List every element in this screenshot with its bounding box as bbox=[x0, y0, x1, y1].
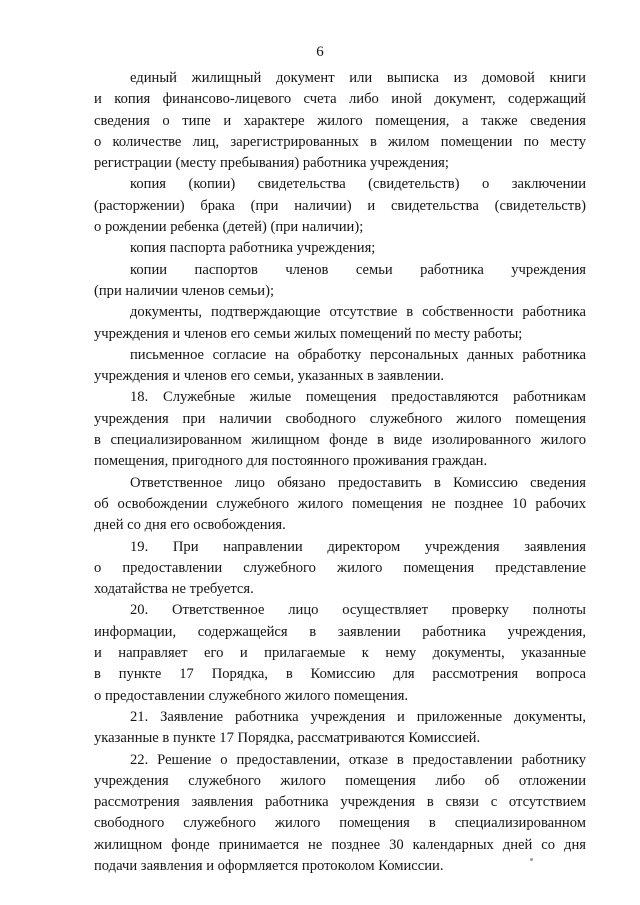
text-line: о количестве лиц, зарегистрированных в жилом помещении по месту bbox=[94, 133, 586, 150]
text-line: в специализированном жилищном фонде в виде изолированного жилого bbox=[94, 432, 586, 449]
text-line: копии паспортов членов семьи работника учреждения bbox=[130, 261, 586, 278]
text-line: (расторжении) брака (при наличии) и свидетельства (свидетельств) bbox=[94, 197, 586, 214]
text-line: единый жилищный документ или выписка из домовой книги bbox=[130, 70, 586, 86]
text-line: помещения, пригодного для постоянного проживания граждан. bbox=[94, 453, 488, 470]
text-line: о предоставлении служебного жилого помещения. bbox=[94, 687, 409, 704]
text-line: учреждения служебного жилого помещения либо об отложении bbox=[94, 772, 586, 789]
text-line: рассмотрения заявления работника учреждения в связи с отсутствием bbox=[94, 794, 586, 811]
paragraph-no-property-documents bbox=[94, 302, 586, 345]
text-line: 22. Решение о предоставлении, отказе в предоставлении работнику bbox=[130, 751, 586, 768]
text-line: копия (копии) свидетельства (свидетельств) о заключении bbox=[130, 176, 586, 193]
document-body bbox=[94, 68, 586, 877]
text-line: указанные в пункте 17 Порядка, рассматриваются Комиссией. bbox=[94, 730, 481, 747]
paragraph-marriage-certificates bbox=[94, 174, 586, 238]
text-line: Ответственное лицо обязано предоставить в Комиссию сведения bbox=[130, 474, 586, 491]
text-line: 18. Служебные жилые помещения предоставляются работникам bbox=[130, 389, 586, 406]
paragraph-employee-passport bbox=[94, 238, 586, 259]
text-line: 19. При направлении директором учреждения заявления bbox=[130, 538, 586, 555]
paragraph-data-consent bbox=[94, 345, 586, 388]
scan-artifact-dot bbox=[530, 858, 533, 861]
paragraph-clause-18 bbox=[94, 387, 586, 472]
text-line: о рождении ребенка (детей) (при наличии); bbox=[94, 219, 364, 236]
page-number: 6 bbox=[316, 44, 324, 60]
text-line: регистрации (месту пребывания) работника учреждения; bbox=[94, 155, 449, 172]
text-line: письменное согласие на обработку персональных данных работника bbox=[130, 346, 586, 363]
text-line: (при наличии членов семьи); bbox=[94, 282, 275, 299]
text-line: учреждения и членов его семьи, указанных в заявлении. bbox=[94, 368, 445, 385]
text-line: сведения о типе и характере жилого помещения, а также сведения bbox=[94, 112, 586, 129]
text-line: 21. Заявление работника учреждения и приложенные документы, bbox=[130, 708, 586, 725]
text-line: учреждения и членов его семьи жилых помещений по месту работы; bbox=[94, 325, 523, 342]
paragraph-family-passports bbox=[94, 260, 586, 303]
paragraph-housing-document bbox=[94, 68, 586, 174]
paragraph-clause-22 bbox=[94, 750, 586, 878]
paragraph-responsible-person bbox=[94, 473, 586, 537]
text-line: документы, подтверждающие отсутствие в собственности работника bbox=[130, 304, 586, 321]
text-line: в пункте 17 Порядка, в Комиссию для рассмотрения вопроса bbox=[94, 666, 586, 683]
text-line: учреждения при наличии свободного служебного жилого помещения bbox=[94, 410, 586, 427]
text-line: информации, содержащейся в заявлении работника учреждения, bbox=[94, 623, 586, 640]
text-line: копия паспорта работника учреждения; bbox=[130, 240, 376, 257]
text-line: о предоставлении служебного жилого помещения представление bbox=[94, 559, 586, 576]
text-line: и копия финансово-лицевого счета либо иной документ, содержащий bbox=[94, 91, 586, 108]
text-line: об освобождении служебного жилого помещения не позднее 10 рабочих bbox=[94, 495, 586, 512]
paragraph-clause-19 bbox=[94, 537, 586, 601]
text-line: свободного служебного жилого помещения в специализированном bbox=[94, 815, 586, 832]
text-line: и направляет его и прилагаемые к нему документы, указанные bbox=[94, 645, 586, 662]
text-line: дней со дня его освобождения. bbox=[94, 517, 286, 534]
text-line: ходатайства не требуется. bbox=[94, 581, 254, 598]
text-line: 20. Ответственное лицо осуществляет проверку полноты bbox=[130, 602, 586, 619]
text-line: подачи заявления и оформляется протоколом Комиссии. bbox=[94, 857, 444, 874]
paragraph-clause-20 bbox=[94, 600, 586, 706]
text-line: жилищном фонде принимается не позднее 30 календарных дней со дня bbox=[94, 836, 586, 853]
paragraph-clause-21 bbox=[94, 707, 586, 750]
